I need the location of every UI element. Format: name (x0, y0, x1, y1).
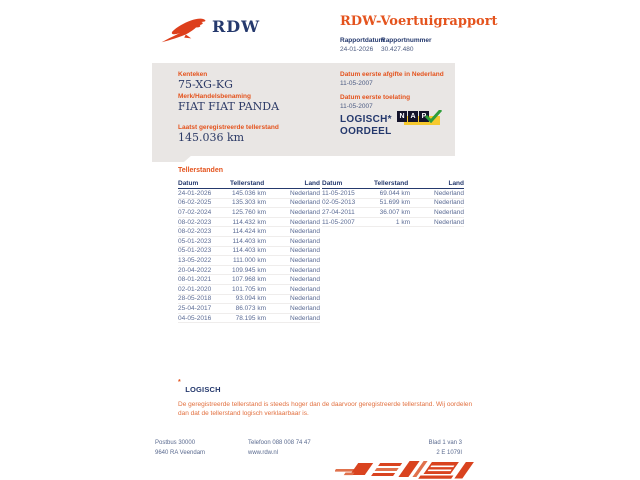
cell-tellerstand: 114.432 km (232, 218, 266, 226)
rdw-brand-stripes-graphic (335, 459, 493, 480)
cell-land: Nederland (290, 266, 320, 274)
nap-letter-p: P (419, 111, 429, 122)
rdw-bird-logo-icon (160, 13, 210, 45)
footer-address-line2: 9640 RA Veendam (155, 449, 206, 456)
footer-website: www.rdw.nl (248, 449, 279, 456)
cell-datum: 25-04-2017 (178, 304, 212, 312)
footer-form-code: 2 E 1079I (436, 449, 462, 456)
cell-datum: 02-01-2020 (178, 285, 212, 293)
report-date-label: Rapportdatum (340, 37, 385, 44)
footnote-text: De geregistreerde tellerstand is steeds hoger dan de daarvoor geregistreerde tellerstand. Wij oordelen dan dat de tellerstand logisch verklaarbaar is. (178, 401, 473, 417)
table-header-row (322, 178, 464, 189)
cell-datum: 24-01-2026 (178, 189, 212, 197)
tellerstanden-heading: Tellerstanden (178, 167, 223, 174)
cell-tellerstand: 114.424 km (232, 228, 266, 236)
logisch-footnote (178, 379, 473, 418)
col-datum: Datum (322, 179, 343, 187)
cell-land: Nederland (290, 314, 320, 322)
cell-land: Nederland (290, 218, 320, 226)
table-row (178, 237, 320, 247)
cell-tellerstand: 51.699 km (379, 199, 410, 207)
page-title: RDW-Voertuigrapport (340, 14, 498, 29)
table-row (178, 304, 320, 314)
nap-letter-a: A (408, 111, 418, 122)
table-row (322, 208, 464, 218)
footer-phone: Telefoon 088 008 74 47 (248, 440, 311, 446)
toelating-value: 11-05-2007 (340, 103, 373, 110)
cell-datum: 11-05-2007 (322, 218, 355, 226)
cell-tellerstand: 36.007 km (379, 208, 410, 216)
cell-tellerstand: 93.094 km (235, 295, 266, 303)
cell-tellerstand: 107.968 km (232, 276, 266, 284)
table-row (178, 285, 320, 295)
cell-tellerstand: 145.036 km (232, 189, 266, 197)
afgifte-label: Datum eerste afgifte in Nederland (340, 71, 444, 78)
cell-datum: 04-05-2016 (178, 314, 212, 322)
cell-datum: 08-01-2021 (178, 276, 212, 284)
tellerstanden-table-right (322, 178, 464, 227)
cell-tellerstand: 111.000 km (232, 256, 266, 264)
table-row (178, 275, 320, 285)
kenteken-label: Kenteken (178, 71, 208, 78)
toelating-label: Datum eerste toelating (340, 94, 411, 101)
footer-page-number: Blad 1 van 3 (428, 440, 462, 446)
oordeel-line2: OORDEEL (340, 126, 392, 137)
col-land: Land (304, 179, 320, 187)
cell-datum: 28-05-2018 (178, 295, 212, 303)
table-header-row (178, 178, 320, 189)
cell-tellerstand: 69.044 km (379, 189, 410, 197)
cell-land: Nederland (290, 228, 320, 236)
cell-land: Nederland (290, 237, 320, 245)
footer-paging (362, 439, 462, 458)
table-row (178, 208, 320, 218)
cell-land: Nederland (290, 276, 320, 284)
col-tellerstand: Tellerstand (230, 179, 265, 187)
cell-datum: 20-04-2022 (178, 266, 212, 274)
nap-logo (397, 111, 443, 127)
cell-datum: 13-05-2022 (178, 256, 212, 264)
merk-value: FIAT FIAT PANDA (178, 100, 280, 113)
footnote-heading (178, 379, 473, 397)
cell-datum: 05-01-2023 (178, 247, 212, 255)
cell-datum: 08-02-2023 (178, 218, 212, 226)
table-row (178, 266, 320, 276)
cell-tellerstand: 78.195 km (235, 314, 266, 322)
report-number-value: 30.427.480 (381, 46, 414, 53)
cell-datum: 06-02-2025 (178, 199, 212, 207)
cell-land: Nederland (434, 199, 464, 207)
table-row (322, 218, 464, 228)
nap-letter-n: N (397, 111, 407, 122)
table-row (178, 218, 320, 228)
tellerstanden-table-left (178, 178, 320, 323)
cell-tellerstand: 101.705 km (232, 285, 266, 293)
cell-land: Nederland (290, 208, 320, 216)
vehicle-summary-panel (152, 63, 455, 156)
footer-address-line1: Postbus 30000 (155, 440, 196, 446)
table-row (178, 314, 320, 324)
oordeel-line1: LOGISCH* (340, 114, 392, 125)
cell-land: Nederland (290, 304, 320, 312)
col-land: Land (448, 179, 464, 187)
cell-tellerstand: 135.303 km (232, 199, 266, 207)
cell-tellerstand: 86.073 km (235, 304, 266, 312)
cell-datum: 05-01-2023 (178, 237, 212, 245)
rdw-logo-text: RDW (212, 17, 261, 36)
cell-land: Nederland (290, 295, 320, 303)
cell-land: Nederland (290, 189, 320, 197)
cell-land: Nederland (290, 199, 320, 207)
cell-datum: 02-05-2013 (322, 199, 356, 207)
table-row (178, 256, 320, 266)
report-date-value: 24-01-2026 (340, 46, 374, 53)
panel-corner-tab (152, 155, 192, 162)
footnote-title: LOGISCH (185, 385, 221, 394)
table-row (322, 199, 464, 209)
footnote-asterisk: * (178, 379, 181, 386)
table-row (178, 189, 320, 199)
kenteken-value: 75-XG-KG (178, 78, 233, 91)
cell-tellerstand: 114.403 km (232, 237, 266, 245)
cell-datum: 07-02-2024 (178, 208, 212, 216)
cell-land: Nederland (434, 189, 464, 197)
cell-tellerstand: 1 km (395, 218, 410, 226)
table-row (178, 199, 320, 209)
col-tellerstand: Tellerstand (374, 179, 409, 187)
cell-land: Nederland (290, 256, 320, 264)
cell-land: Nederland (434, 208, 464, 216)
merk-label: Merk/Handelsbenaming (178, 93, 251, 100)
nap-checkmark-icon (425, 110, 442, 123)
table-row (178, 295, 320, 305)
laatste-tellerstand-value: 145.036 km (178, 131, 245, 144)
cell-tellerstand: 114.403 km (232, 247, 266, 255)
cell-datum: 08-02-2023 (178, 228, 212, 236)
cell-land: Nederland (290, 285, 320, 293)
table-row (178, 247, 320, 257)
col-datum: Datum (178, 179, 199, 187)
cell-tellerstand: 125.760 km (232, 208, 266, 216)
footer-address (155, 439, 205, 458)
cell-land: Nederland (434, 218, 464, 226)
laatste-tellerstand-label: Laatst geregistreerde tellerstand (178, 124, 279, 131)
cell-datum: 11-05-2015 (322, 189, 355, 197)
report-number-label: Rapportnummer (381, 37, 432, 44)
cell-land: Nederland (290, 247, 320, 255)
afgifte-value: 11-05-2007 (340, 80, 373, 87)
table-row (178, 227, 320, 237)
footer-contact (248, 439, 311, 458)
table-row (322, 189, 464, 199)
cell-tellerstand: 109.945 km (232, 266, 266, 274)
cell-datum: 27-04-2011 (322, 208, 355, 216)
